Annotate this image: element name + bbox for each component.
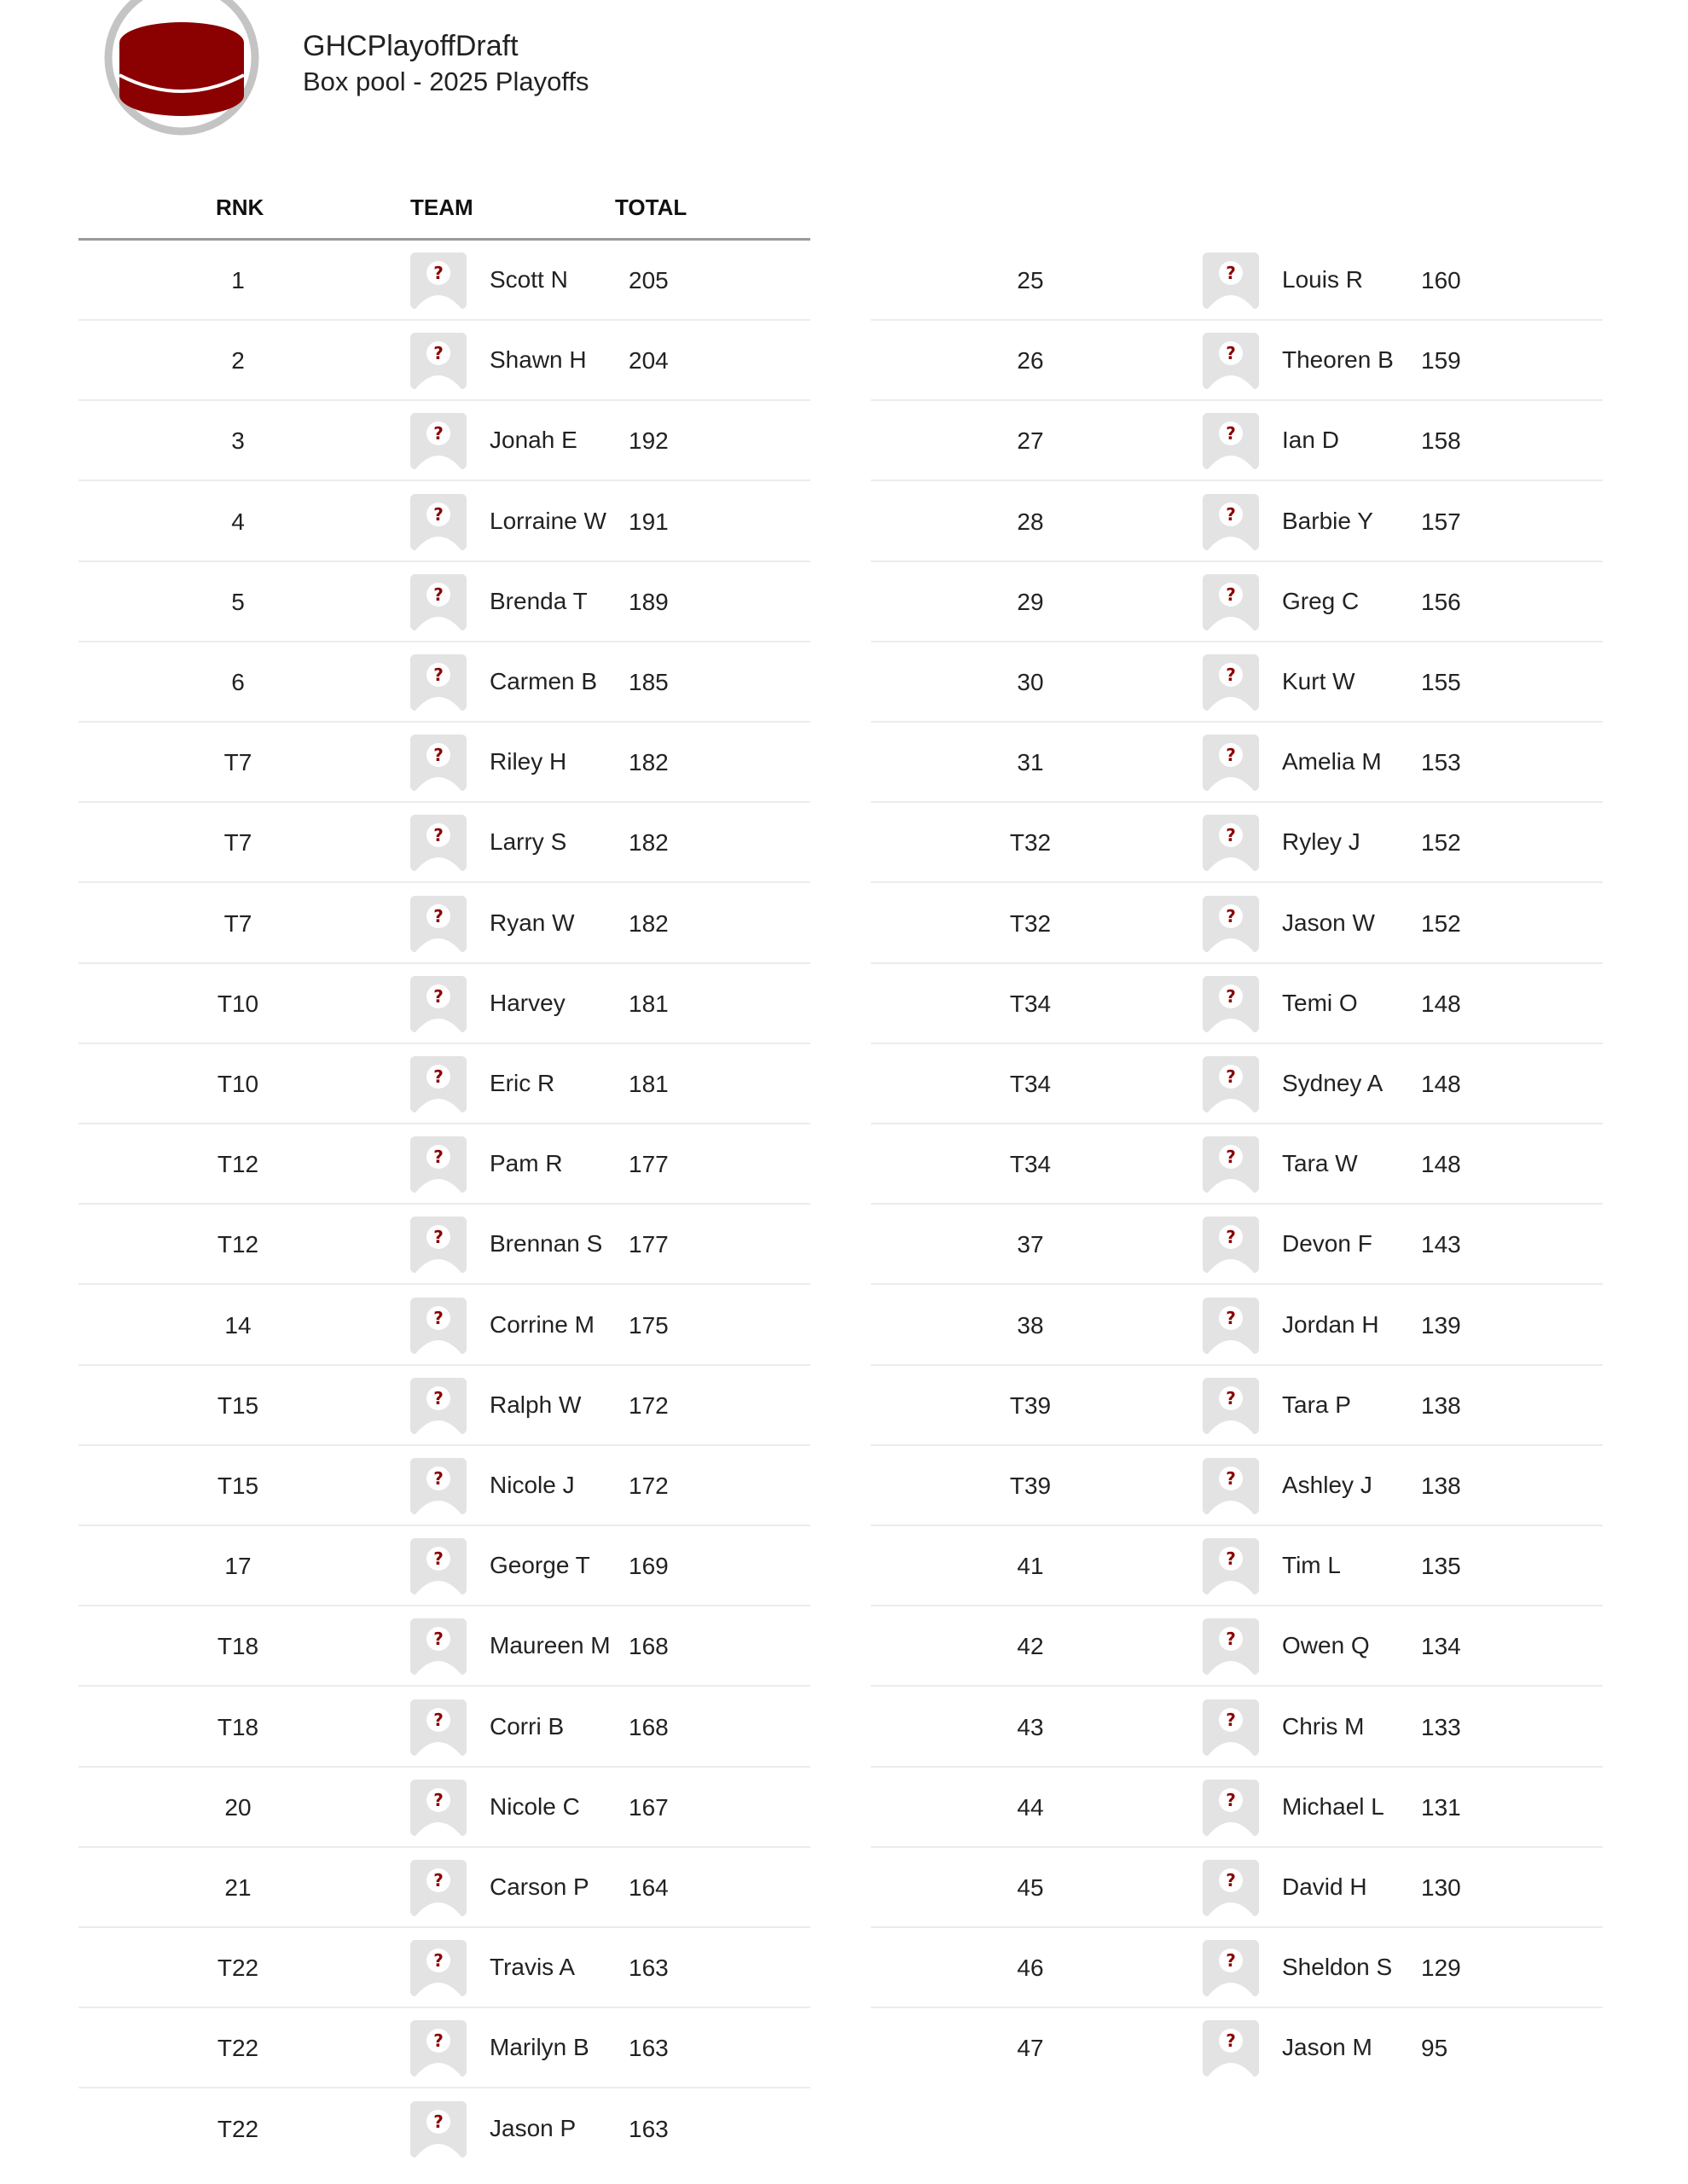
svg-text:?: ? bbox=[1226, 665, 1236, 685]
rank-cell: 41 bbox=[1017, 1553, 1044, 1580]
svg-text:?: ? bbox=[1226, 1066, 1236, 1087]
team-name[interactable]: Pam R bbox=[490, 1150, 563, 1177]
unknown-user-icon bbox=[1203, 1860, 1259, 1916]
rank-cell: 38 bbox=[1017, 1311, 1044, 1339]
team-name[interactable]: Jason M bbox=[1282, 2034, 1372, 2061]
rank-cell: T15 bbox=[217, 1391, 259, 1419]
total-points: 160 bbox=[1421, 267, 1461, 293]
unknown-user-icon bbox=[1203, 1618, 1259, 1675]
standings-row[interactable] bbox=[871, 401, 1603, 481]
total-points: 152 bbox=[1421, 909, 1461, 937]
total-points: 172 bbox=[629, 1472, 669, 1499]
unknown-user-icon bbox=[1203, 494, 1259, 550]
svg-text:?: ? bbox=[433, 985, 444, 1007]
standings-row[interactable] bbox=[871, 1526, 1603, 1606]
standings-row[interactable] bbox=[78, 2008, 810, 2088]
team-name[interactable]: Jordan H bbox=[1282, 1310, 1379, 1338]
svg-text:?: ? bbox=[1226, 503, 1236, 525]
team-name[interactable]: Maureen M bbox=[490, 1632, 611, 1659]
svg-text:?: ? bbox=[433, 263, 444, 283]
unknown-user-icon bbox=[1203, 1056, 1259, 1112]
team-name[interactable]: Chris M bbox=[1282, 1712, 1365, 1740]
unknown-user-icon bbox=[410, 2020, 467, 2077]
total-points: 163 bbox=[629, 2115, 669, 2142]
total-points: 192 bbox=[629, 427, 669, 455]
svg-text:?: ? bbox=[433, 1387, 444, 1409]
standings-row[interactable] bbox=[78, 1124, 810, 1205]
team-name[interactable]: Ashley J bbox=[1282, 1472, 1372, 1498]
team-name[interactable]: David H bbox=[1282, 1873, 1367, 1900]
standings-row[interactable] bbox=[78, 1366, 810, 1446]
team-name[interactable]: George T bbox=[490, 1552, 590, 1579]
standings-row[interactable] bbox=[78, 1044, 810, 1124]
rank-cell: T10 bbox=[217, 990, 259, 1017]
total-points: 130 bbox=[1421, 1874, 1461, 1901]
total-points: 158 bbox=[1421, 427, 1461, 455]
unknown-user-icon bbox=[1203, 815, 1259, 871]
team-name[interactable]: Ryley J bbox=[1282, 828, 1360, 856]
team-name[interactable]: Nicole J bbox=[490, 1472, 575, 1498]
team-name[interactable]: Louis R bbox=[1282, 266, 1363, 293]
team-name[interactable]: Sydney A bbox=[1282, 1070, 1383, 1096]
svg-text:?: ? bbox=[433, 905, 444, 926]
total-points: 135 bbox=[1421, 1553, 1461, 1580]
unknown-user-icon bbox=[1203, 1378, 1259, 1434]
rank-cell: 29 bbox=[1017, 588, 1044, 615]
standings-row[interactable] bbox=[871, 1286, 1603, 1366]
unknown-user-icon bbox=[1203, 896, 1259, 952]
svg-text:?: ? bbox=[1226, 1468, 1236, 1489]
svg-text:?: ? bbox=[1226, 745, 1236, 766]
team-name[interactable]: Larry S bbox=[490, 828, 567, 856]
unknown-user-icon bbox=[1203, 574, 1259, 630]
rank-cell: T39 bbox=[1009, 1391, 1052, 1419]
total-points: 191 bbox=[629, 508, 669, 535]
standings-row[interactable] bbox=[871, 1606, 1603, 1687]
team-name[interactable]: Lorraine W bbox=[490, 507, 606, 534]
team-name[interactable]: Marilyn B bbox=[490, 2034, 589, 2061]
total-points: 138 bbox=[1421, 1391, 1461, 1419]
unknown-user-icon bbox=[410, 654, 467, 711]
rank-cell: T39 bbox=[1009, 1472, 1052, 1499]
svg-text:?: ? bbox=[1226, 825, 1236, 846]
svg-text:?: ? bbox=[1226, 1629, 1236, 1650]
unknown-user-icon bbox=[410, 1217, 467, 1273]
standings-row[interactable] bbox=[871, 884, 1603, 964]
rank-cell: T12 bbox=[217, 1231, 259, 1258]
standings-row[interactable] bbox=[78, 723, 810, 803]
rank-cell: 31 bbox=[1017, 749, 1044, 776]
total-points: 134 bbox=[1421, 1633, 1461, 1660]
rank-cell: 27 bbox=[1017, 427, 1044, 455]
total-points: 177 bbox=[629, 1151, 669, 1178]
svg-text:?: ? bbox=[1226, 423, 1236, 444]
svg-text:?: ? bbox=[433, 665, 444, 685]
total-points: 177 bbox=[629, 1231, 669, 1258]
rank-cell: T32 bbox=[1009, 829, 1052, 857]
team-name[interactable]: Travis A bbox=[490, 1954, 576, 1981]
rank-cell: 2 bbox=[231, 347, 245, 375]
total-points: 189 bbox=[629, 588, 669, 615]
team-name[interactable]: Jonah E bbox=[490, 427, 577, 454]
rank-cell: 1 bbox=[231, 267, 245, 293]
rank-cell: T32 bbox=[1009, 909, 1052, 937]
svg-text:?: ? bbox=[433, 1789, 444, 1810]
pool-subtitle: Box pool - 2025 Playoffs bbox=[303, 67, 589, 96]
team-name[interactable]: Temi O bbox=[1282, 989, 1358, 1016]
team-name[interactable]: Tara P bbox=[1282, 1391, 1351, 1418]
svg-text:?: ? bbox=[433, 1066, 444, 1087]
standings-row[interactable] bbox=[871, 1446, 1603, 1526]
svg-text:?: ? bbox=[433, 423, 444, 444]
rank-cell: 46 bbox=[1017, 1955, 1044, 1982]
unknown-user-icon bbox=[410, 1940, 467, 1996]
rank-cell: T22 bbox=[217, 1955, 259, 1982]
unknown-user-icon bbox=[410, 815, 467, 871]
column-header-rank[interactable]: RNK bbox=[216, 195, 264, 220]
rank-cell: T34 bbox=[1009, 1151, 1052, 1178]
total-points: 169 bbox=[629, 1553, 669, 1580]
team-name[interactable]: Ralph W bbox=[490, 1391, 582, 1418]
standings-row[interactable] bbox=[871, 1768, 1603, 1848]
standings-row[interactable] bbox=[78, 321, 810, 401]
unknown-user-icon bbox=[410, 574, 467, 630]
rank-cell: T7 bbox=[223, 829, 252, 857]
team-name[interactable]: Theoren B bbox=[1282, 346, 1394, 374]
svg-text:?: ? bbox=[433, 1870, 444, 1891]
svg-text:?: ? bbox=[1226, 1227, 1236, 1248]
unknown-user-icon bbox=[1203, 654, 1259, 711]
pool-title: GHCPlayoffDraft bbox=[303, 30, 519, 62]
unknown-user-icon bbox=[1203, 1136, 1259, 1193]
rank-cell: T34 bbox=[1009, 990, 1052, 1017]
rank-cell: 5 bbox=[231, 588, 245, 615]
total-points: 143 bbox=[1421, 1231, 1461, 1258]
total-points: 131 bbox=[1421, 1793, 1461, 1821]
svg-text:?: ? bbox=[433, 1709, 444, 1730]
svg-text:?: ? bbox=[1226, 343, 1236, 364]
team-name[interactable]: Kurt W bbox=[1282, 668, 1355, 694]
total-points: 182 bbox=[629, 829, 669, 857]
standings-row[interactable] bbox=[871, 1205, 1603, 1285]
total-points: 157 bbox=[1421, 508, 1461, 535]
total-points: 172 bbox=[629, 1391, 669, 1419]
rank-cell: T22 bbox=[217, 2115, 259, 2142]
standings-row[interactable] bbox=[871, 1124, 1603, 1205]
team-name[interactable]: Corrine M bbox=[490, 1310, 595, 1338]
unknown-user-icon bbox=[410, 1298, 467, 1354]
unknown-user-icon bbox=[410, 1780, 467, 1836]
rank-cell: 20 bbox=[224, 1793, 252, 1821]
svg-text:?: ? bbox=[1226, 1709, 1236, 1730]
total-points: 148 bbox=[1421, 990, 1461, 1017]
standings-row[interactable] bbox=[78, 803, 810, 883]
total-points: 133 bbox=[1421, 1713, 1461, 1740]
standings-row[interactable] bbox=[78, 1446, 810, 1526]
rank-cell: 14 bbox=[224, 1311, 252, 1339]
total-points: 152 bbox=[1421, 829, 1461, 857]
unknown-user-icon bbox=[1203, 253, 1259, 309]
svg-text:?: ? bbox=[433, 584, 444, 605]
svg-text:?: ? bbox=[433, 343, 444, 364]
unknown-user-icon bbox=[1203, 1217, 1259, 1273]
total-points: 181 bbox=[629, 990, 669, 1017]
unknown-user-icon bbox=[1203, 413, 1259, 469]
standings-row[interactable] bbox=[78, 642, 810, 723]
total-points: 155 bbox=[1421, 669, 1461, 695]
team-name[interactable]: Greg C bbox=[1282, 587, 1360, 614]
standings-row[interactable] bbox=[78, 1205, 810, 1285]
total-points: 159 bbox=[1421, 347, 1461, 375]
standings-row[interactable] bbox=[78, 401, 810, 481]
rank-cell: T12 bbox=[217, 1151, 259, 1178]
svg-text:?: ? bbox=[1226, 263, 1236, 283]
total-points: 139 bbox=[1421, 1311, 1461, 1339]
standings-row[interactable] bbox=[871, 562, 1603, 642]
total-points: 168 bbox=[629, 1633, 669, 1660]
team-name[interactable]: Ryan W bbox=[490, 909, 575, 936]
total-points: 163 bbox=[629, 2035, 669, 2062]
unknown-user-icon bbox=[410, 1056, 467, 1112]
rank-cell: 3 bbox=[231, 427, 245, 455]
standings-row[interactable] bbox=[78, 1286, 810, 1366]
standings-row[interactable] bbox=[78, 1606, 810, 1687]
unknown-user-icon bbox=[410, 896, 467, 952]
rank-cell: T15 bbox=[217, 1472, 259, 1499]
svg-text:?: ? bbox=[1226, 1387, 1236, 1409]
svg-text:?: ? bbox=[433, 1147, 444, 1168]
svg-text:?: ? bbox=[1226, 985, 1236, 1007]
total-points: 148 bbox=[1421, 1071, 1461, 1097]
svg-text:?: ? bbox=[433, 1629, 444, 1650]
team-name[interactable]: Eric R bbox=[490, 1070, 555, 1096]
standings-row[interactable] bbox=[78, 241, 810, 321]
rank-cell: 30 bbox=[1017, 669, 1044, 695]
rank-cell: 21 bbox=[224, 1874, 252, 1901]
total-points: 175 bbox=[629, 1311, 669, 1339]
svg-text:?: ? bbox=[433, 2111, 444, 2132]
svg-text:?: ? bbox=[433, 1227, 444, 1248]
column-header-total[interactable]: TOTAL bbox=[615, 195, 687, 220]
team-name[interactable]: Harvey bbox=[490, 989, 566, 1016]
unknown-user-icon bbox=[410, 413, 467, 469]
rank-cell: 4 bbox=[231, 508, 245, 535]
svg-text:?: ? bbox=[433, 1468, 444, 1489]
svg-text:?: ? bbox=[1226, 1789, 1236, 1810]
svg-text:?: ? bbox=[433, 1548, 444, 1570]
standings-row[interactable] bbox=[871, 241, 1603, 321]
unknown-user-icon bbox=[1203, 1699, 1259, 1756]
team-name[interactable]: Nicole C bbox=[490, 1792, 580, 1820]
team-name[interactable]: Devon F bbox=[1282, 1230, 1372, 1258]
unknown-user-icon bbox=[410, 1378, 467, 1434]
unknown-user-icon bbox=[1203, 976, 1259, 1032]
rank-cell: 47 bbox=[1017, 2035, 1044, 2062]
unknown-user-icon bbox=[410, 1860, 467, 1916]
team-name[interactable]: Carson P bbox=[490, 1873, 589, 1900]
rank-cell: 45 bbox=[1017, 1874, 1044, 1901]
unknown-user-icon bbox=[410, 253, 467, 309]
team-name[interactable]: Riley H bbox=[490, 748, 567, 775]
svg-text:?: ? bbox=[433, 745, 444, 766]
total-points: 205 bbox=[629, 267, 669, 293]
standings-row[interactable] bbox=[871, 1687, 1603, 1768]
svg-text:?: ? bbox=[433, 503, 444, 525]
team-name[interactable]: Jason W bbox=[1282, 909, 1375, 936]
svg-text:?: ? bbox=[1226, 1870, 1236, 1891]
rank-cell: 26 bbox=[1017, 347, 1044, 375]
team-name[interactable]: Brennan S bbox=[490, 1230, 603, 1258]
unknown-user-icon bbox=[410, 494, 467, 550]
svg-text:?: ? bbox=[433, 1950, 444, 1972]
team-name[interactable]: Amelia M bbox=[1282, 748, 1382, 775]
total-points: 168 bbox=[629, 1713, 669, 1740]
standings-row[interactable] bbox=[871, 1366, 1603, 1446]
unknown-user-icon bbox=[1203, 1458, 1259, 1514]
unknown-user-icon bbox=[1203, 1780, 1259, 1836]
rank-cell: 17 bbox=[224, 1553, 252, 1580]
standings-row[interactable] bbox=[78, 2089, 810, 2169]
unknown-user-icon bbox=[410, 1458, 467, 1514]
team-name[interactable]: Owen Q bbox=[1282, 1632, 1370, 1659]
total-points: 95 bbox=[1421, 2035, 1448, 2062]
total-points: 163 bbox=[629, 1955, 669, 1982]
rank-cell: T7 bbox=[223, 909, 252, 937]
unknown-user-icon bbox=[410, 735, 467, 791]
team-name[interactable]: Jason P bbox=[490, 2114, 577, 2141]
standings-row[interactable] bbox=[78, 562, 810, 642]
standings-row[interactable] bbox=[871, 803, 1603, 883]
standings-row[interactable] bbox=[871, 482, 1603, 562]
unknown-user-icon bbox=[410, 976, 467, 1032]
team-name[interactable]: Corri B bbox=[490, 1712, 565, 1740]
total-points: 182 bbox=[629, 909, 669, 937]
svg-text:?: ? bbox=[433, 1307, 444, 1328]
total-points: 204 bbox=[629, 347, 669, 375]
hockey-puck-icon bbox=[102, 0, 261, 154]
svg-text:?: ? bbox=[1226, 1950, 1236, 1972]
standings-row[interactable] bbox=[78, 884, 810, 964]
rank-cell: T18 bbox=[217, 1713, 259, 1740]
rank-cell: T18 bbox=[217, 1633, 259, 1660]
total-points: 129 bbox=[1421, 1955, 1461, 1982]
unknown-user-icon bbox=[1203, 1940, 1259, 1996]
total-points: 164 bbox=[629, 1874, 669, 1901]
standings-row[interactable] bbox=[78, 1687, 810, 1768]
rank-cell: 43 bbox=[1017, 1713, 1044, 1740]
total-points: 153 bbox=[1421, 749, 1461, 776]
rank-cell: 25 bbox=[1017, 267, 1044, 293]
standings-row[interactable] bbox=[78, 1928, 810, 2008]
team-name[interactable]: Tim L bbox=[1282, 1552, 1341, 1579]
svg-text:?: ? bbox=[1226, 1147, 1236, 1168]
team-name[interactable]: Scott N bbox=[490, 266, 568, 293]
column-header-team[interactable]: TEAM bbox=[410, 195, 473, 220]
unknown-user-icon bbox=[410, 2101, 467, 2158]
standings-row[interactable] bbox=[871, 723, 1603, 803]
standings-row[interactable] bbox=[871, 1928, 1603, 2008]
rank-cell: 37 bbox=[1017, 1231, 1044, 1258]
total-points: 148 bbox=[1421, 1151, 1461, 1178]
rank-cell: 28 bbox=[1017, 508, 1044, 535]
team-name[interactable]: Brenda T bbox=[490, 587, 588, 614]
standings-row[interactable] bbox=[871, 964, 1603, 1044]
team-name[interactable]: Michael L bbox=[1282, 1792, 1384, 1820]
unknown-user-icon bbox=[1203, 1538, 1259, 1594]
total-points: 181 bbox=[629, 1071, 669, 1097]
standings-row[interactable] bbox=[78, 482, 810, 562]
team-name[interactable]: Sheldon S bbox=[1282, 1954, 1393, 1981]
rank-cell: 6 bbox=[231, 669, 245, 695]
app-header bbox=[0, 0, 1688, 171]
standings-row[interactable] bbox=[871, 1044, 1603, 1124]
unknown-user-icon bbox=[1203, 1298, 1259, 1354]
unknown-user-icon bbox=[410, 1618, 467, 1675]
rank-cell: T34 bbox=[1009, 1071, 1052, 1097]
total-points: 138 bbox=[1421, 1472, 1461, 1499]
rank-cell: T10 bbox=[217, 1071, 259, 1097]
unknown-user-icon bbox=[410, 333, 467, 389]
svg-text:?: ? bbox=[1226, 905, 1236, 926]
standings-row[interactable] bbox=[871, 2008, 1603, 2088]
unknown-user-icon bbox=[1203, 735, 1259, 791]
rank-cell: T7 bbox=[223, 749, 252, 776]
total-points: 167 bbox=[629, 1793, 669, 1821]
standings-row[interactable] bbox=[78, 1848, 810, 1928]
standings-row[interactable] bbox=[78, 1526, 810, 1606]
svg-text:?: ? bbox=[433, 2030, 444, 2052]
total-points: 156 bbox=[1421, 588, 1461, 615]
total-points: 185 bbox=[629, 669, 669, 695]
svg-text:?: ? bbox=[1226, 584, 1236, 605]
standings-row[interactable] bbox=[871, 642, 1603, 723]
team-name[interactable]: Barbie Y bbox=[1282, 507, 1373, 534]
standings-row[interactable] bbox=[78, 964, 810, 1044]
unknown-user-icon bbox=[410, 1538, 467, 1594]
team-name[interactable]: Carmen B bbox=[490, 668, 598, 694]
rank-cell: T22 bbox=[217, 2035, 259, 2062]
unknown-user-icon bbox=[1203, 2020, 1259, 2077]
total-points: 182 bbox=[629, 749, 669, 776]
svg-text:?: ? bbox=[1226, 1307, 1236, 1328]
rank-cell: 44 bbox=[1017, 1793, 1044, 1821]
svg-text:?: ? bbox=[433, 825, 444, 846]
unknown-user-icon bbox=[1203, 333, 1259, 389]
team-name[interactable]: Tara W bbox=[1282, 1150, 1358, 1177]
unknown-user-icon bbox=[410, 1136, 467, 1193]
svg-text:?: ? bbox=[1226, 2030, 1236, 2052]
standings-row[interactable] bbox=[871, 1848, 1603, 1928]
standings-row[interactable] bbox=[78, 1768, 810, 1848]
rank-cell: 42 bbox=[1017, 1633, 1044, 1660]
unknown-user-icon bbox=[410, 1699, 467, 1756]
team-name[interactable]: Ian D bbox=[1282, 427, 1339, 454]
standings-row[interactable] bbox=[871, 321, 1603, 401]
team-name[interactable]: Shawn H bbox=[490, 346, 587, 374]
svg-text:?: ? bbox=[1226, 1548, 1236, 1570]
